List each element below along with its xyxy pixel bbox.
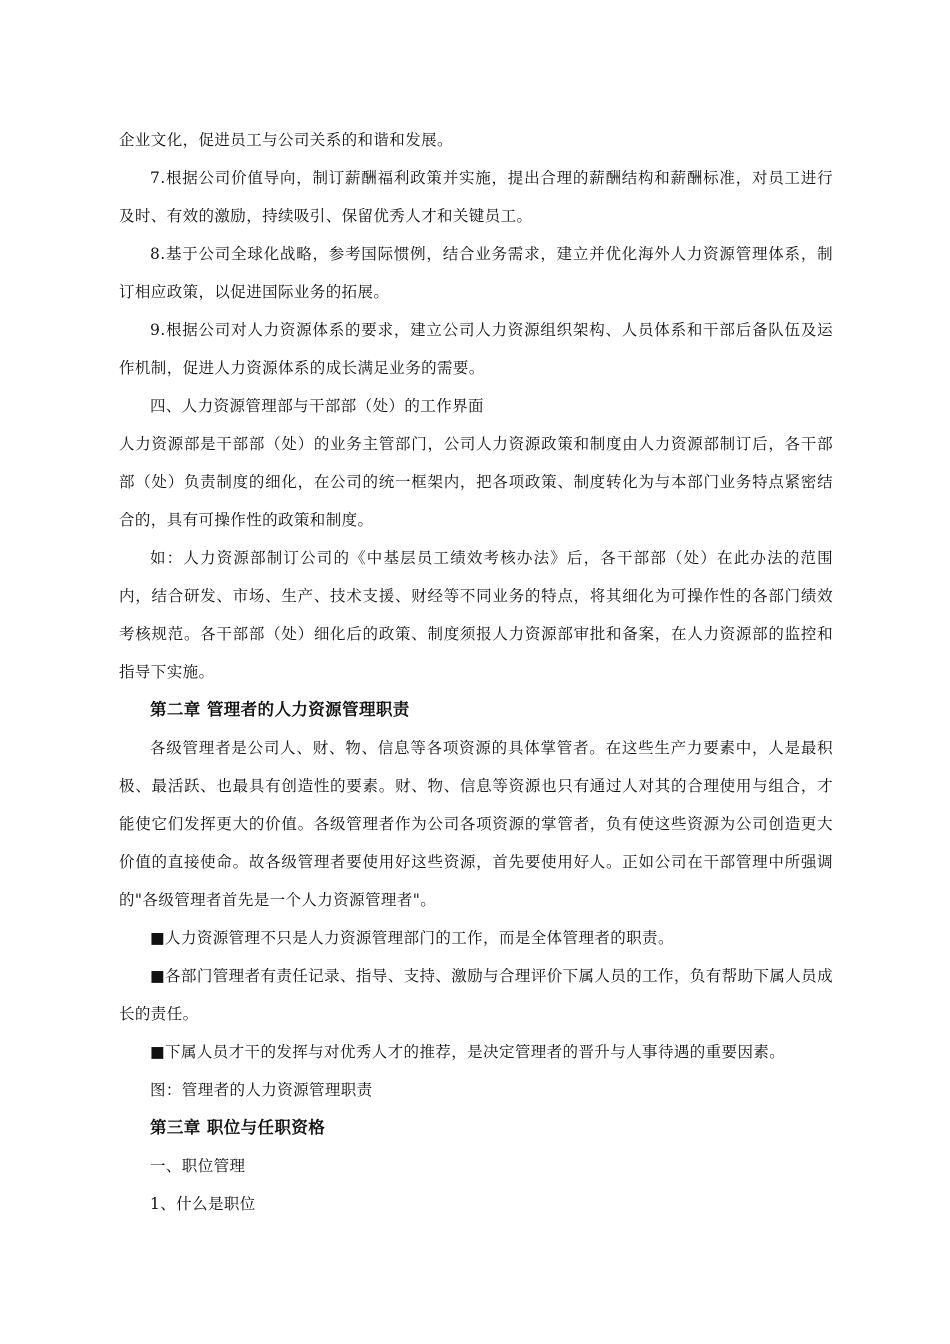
paragraph-item-9: 9.根据公司对人力资源体系的要求，建立公司人力资源组织架构、人员体系和干部后备队伍及运作机制，促进人力资源体系的成长满足业务的需要。: [119, 321, 833, 377]
paragraph-managers: 各级管理者是公司人、财、物、信息等各项资源的具体掌管者。在这些生产力要素中，人是最积极、最活跃、也最具有创造性的要素。财、物、信息等资源也只有通过人对其的合理使用与组合，才能使它们发挥更大的价值。各级管理者作为公司各项资源的掌管者，负有使这些资源为公司创造更大价值的直接使命。故各级管理者要使用好这些资源，首先要使用好人。正如公司在干部管理中所强调的"各级管理者首先是一个人力资源管理者"。: [119, 739, 833, 909]
paragraph-example: 如：人力资源部制订公司的《中基层员工绩效考核办法》后，各干部部（处）在此办法的范围内，结合研发、市场、生产、技术支援、财经等不同业务的特点，将其细化为可操作性的各部门绩效考核规范。各干部部（处）细化后的政策、制度须报人力资源部审批和备案，在人力资源部的监控和指导下实施。: [119, 549, 833, 681]
bullet-item-2: ■各部门管理者有责任记录、指导、支持、激励与合理评价下属人员的工作，负有帮助下属人员成长的责任。: [119, 967, 833, 1023]
document-body: [119, 121, 833, 1223]
paragraph-item-8: 8.基于公司全球化战略，参考国际惯例，结合业务需求，建立并优化海外人力资源管理体系，制订相应政策，以促进国际业务的拓展。: [119, 245, 833, 301]
chapter-3-heading: 第三章 职位与任职资格: [150, 1118, 326, 1137]
bullet-item-3: ■下属人员才干的发挥与对优秀人才的推荐，是决定管理者的晋升与人事待遇的重要因素。: [150, 1043, 786, 1061]
bullet-item-1: ■人力资源管理不只是人力资源管理部门的工作，而是全体管理者的职责。: [150, 929, 674, 947]
paragraph-culture: 企业文化，促进员工与公司关系的和谐和发展。: [119, 131, 453, 149]
paragraph-item-7: 7.根据公司价值导向，制订薪酬福利政策并实施，提出合理的薪酬结构和薪酬标准，对员工进行及时、有效的激励，持续吸引、保留优秀人才和关键员工。: [119, 169, 833, 225]
section-title-work-interface: 四、人力资源管理部与干部部（处）的工作界面: [150, 397, 484, 415]
paragraph-hr-department: 人力资源部是干部部（处）的业务主管部门，公司人力资源政策和制度由人力资源部制订后，各干部部（处）负责制度的细化，在公司的统一框架内，把各项政策、制度转化为与本部门业务特点紧密结合的，具有可操作性的政策和制度。: [119, 435, 833, 529]
figure-caption: 图：管理者的人力资源管理职责: [150, 1081, 373, 1099]
chapter-2-heading: 第二章 管理者的人力资源管理职责: [150, 700, 410, 719]
section-title-position-management: 一、职位管理: [150, 1157, 246, 1175]
subsection-title-what-is-position: 1、什么是职位: [150, 1195, 256, 1213]
